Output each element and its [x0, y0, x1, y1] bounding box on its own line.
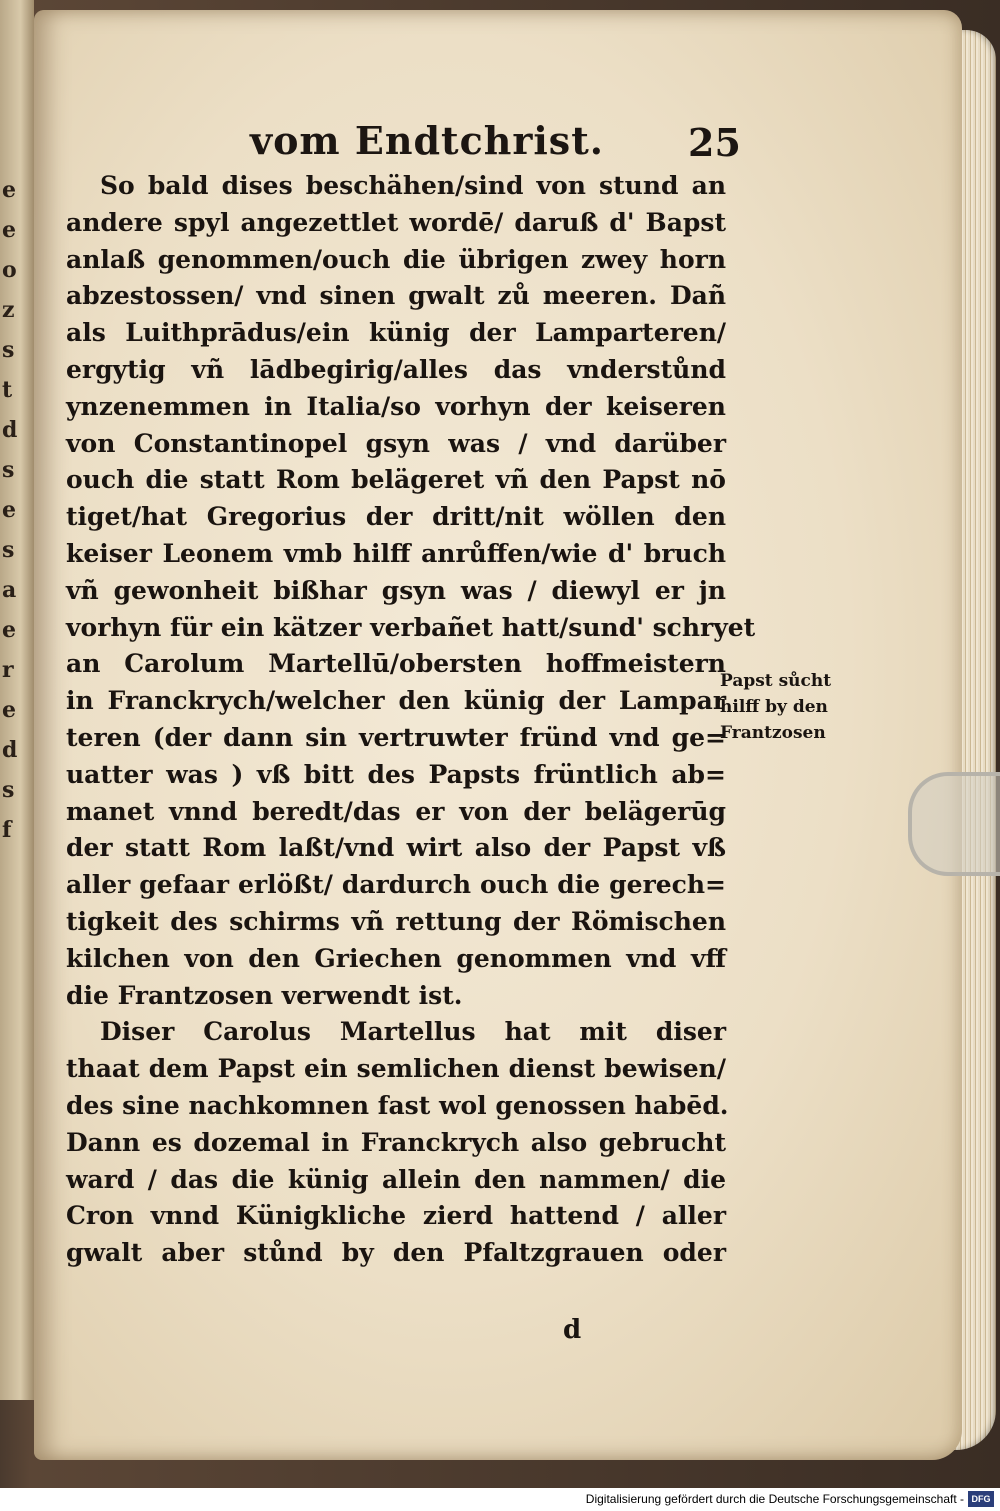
catchword: d	[563, 1315, 582, 1345]
text-line: thaat dem Papst ein semlichen dienst bewisen/	[66, 1054, 726, 1084]
digitization-footer	[0, 1488, 1000, 1511]
text-line: ergytig vñ lādbegirig/alles das vnderstůnd	[66, 354, 726, 384]
text-line: teren (der dann sin vertruwter fründ vnd ge=	[66, 722, 726, 752]
left-page-fragment: z	[2, 297, 15, 323]
marginal-note-line: hilff by den	[720, 697, 828, 717]
left-page-fragment: s	[2, 457, 15, 483]
marginal-note	[720, 668, 860, 746]
text-line: ynzenemmen in Italia/so vorhyn der keiseren	[66, 391, 726, 421]
left-page-fragment: s	[2, 337, 15, 363]
marginal-note-line: Papst sůcht	[720, 671, 832, 691]
text-line: manet vnnd beredt/das er von der belägerūg	[66, 796, 726, 826]
left-page-edge	[0, 0, 34, 1400]
text-line: So bald dises beschähen/sind von stund an	[100, 171, 726, 200]
left-page-fragment: r	[2, 657, 14, 683]
text-line: andere spyl angezettlet wordē/ daruß d' Bapst	[66, 207, 726, 237]
left-page-fragment: e	[2, 497, 16, 523]
text-line: der statt Rom laßt/vnd wirt also der Papst vß	[66, 833, 726, 863]
text-line: Cron vnnd Künigkliche zierd hattend / aller	[66, 1201, 726, 1231]
left-page-fragment: e	[2, 697, 16, 723]
text-line: gwalt aber stůnd by den Pfaltzgrauen oder	[66, 1238, 726, 1268]
left-page-fragment: s	[2, 777, 15, 803]
text-line: abzestossen/ vnd sinen gwalt zů meeren. Dañ	[66, 281, 726, 311]
left-page-fragment: s	[2, 537, 15, 563]
book-clip	[908, 772, 1000, 876]
left-page-fragment: e	[2, 177, 16, 203]
left-page-fragment: d	[2, 737, 18, 763]
text-line: des sine nachkomnen fast wol genossen habēd.	[66, 1090, 729, 1120]
left-page-fragment: a	[2, 577, 17, 603]
text-line: keiser Leonem vmb hilff anrůffen/wie d' bruch	[66, 538, 726, 568]
left-page-fragment: t	[2, 377, 13, 403]
left-page-fragment: f	[2, 817, 12, 843]
text-line: als Luithprādus/ein künig der Lamparteren/	[66, 318, 726, 348]
text-line: Dann es dozemal in Franckrych also gebrucht	[66, 1127, 726, 1157]
text-line: uatter was ) vß bitt des Papsts früntlich ab=	[66, 759, 726, 789]
running-title: vom Endtchrist.	[250, 118, 604, 163]
text-line: Diser Carolus Martellus hat mit diser	[100, 1017, 726, 1047]
text-line: kilchen von den Griechen genommen vnd vff	[66, 943, 726, 973]
text-line: tiget/hat Gregorius der dritt/nit wöllen den	[66, 502, 726, 532]
text-line: an Carolum Martellū/obersten hoffmeistern	[66, 649, 726, 679]
text-line: tigkeit des schirms vñ rettung der Römischen	[66, 906, 726, 936]
text-line: vñ gewonheit bißhar gsyn was / diewyl er jn	[66, 575, 726, 605]
left-page-fragment: o	[2, 257, 17, 283]
text-line: vorhyn für ein kätzer verbañet hatt/sund' schryet	[66, 612, 756, 642]
body-text	[66, 168, 756, 1272]
marginal-note-line: Frantzosen	[720, 723, 826, 743]
text-line: von Constantinopel gsyn was / vnd darüber	[66, 428, 726, 458]
page-number: 25	[688, 120, 741, 165]
left-page-fragment: e	[2, 217, 16, 243]
left-page-fragment: d	[2, 417, 18, 443]
dfg-logo: DFG	[968, 1491, 994, 1507]
text-line: ouch die statt Rom belägeret vñ den Papst nō	[66, 465, 726, 495]
text-line: die Frantzosen verwendt ist.	[66, 980, 463, 1010]
text-line: ward / das die künig allein den nammen/ die	[66, 1164, 726, 1194]
text-line: in Franckrych/welcher den künig der Lampar	[66, 686, 726, 716]
text-line: anlaß genommen/ouch die übrigen zwey horn	[66, 244, 726, 274]
left-page-fragments	[2, 170, 32, 850]
footer-credit: Digitalisierung gefördert durch die Deutsche Forschungsgemeinschaft -	[585, 1492, 964, 1506]
left-page-fragment: e	[2, 617, 16, 643]
text-line: aller gefaar erlößt/ dardurch ouch die gerech=	[66, 870, 726, 900]
